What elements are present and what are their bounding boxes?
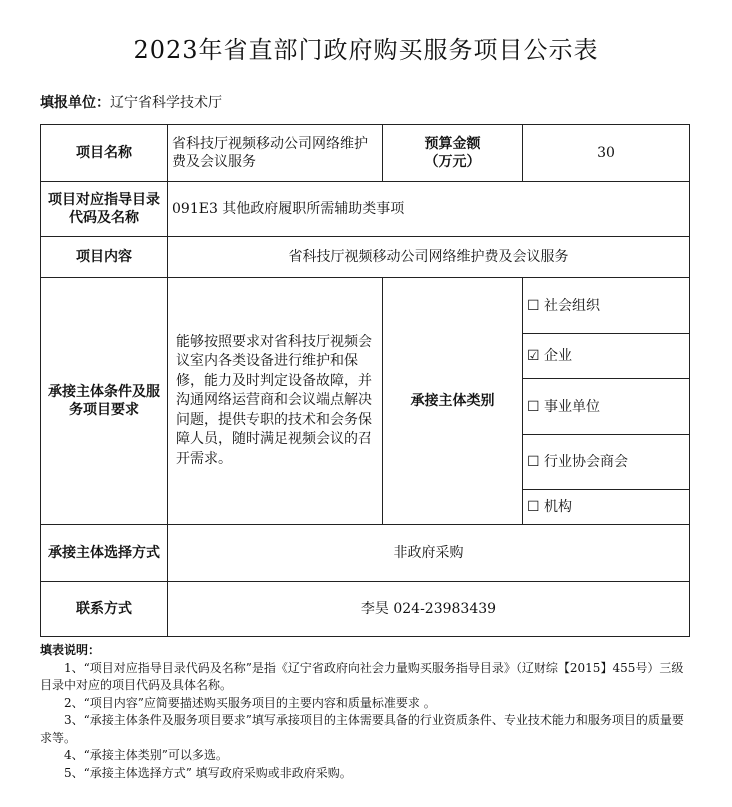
- project-table: [40, 124, 690, 637]
- project-name-label: 项目名称: [41, 125, 168, 182]
- notes-section: [40, 642, 690, 782]
- budget-value: 30: [523, 125, 690, 182]
- filing-unit: [40, 92, 222, 112]
- filing-unit-value: 辽宁省科学技术厅: [110, 95, 222, 111]
- subject-type-label: 承接主体类别: [383, 278, 523, 525]
- subject-type-option: [523, 278, 690, 334]
- checkbox-icon: ☐: [527, 297, 540, 314]
- subject-type-option-label: 行业协会商会: [544, 454, 629, 470]
- checkbox-icon: ☐: [527, 454, 540, 470]
- notes-heading: 填表说明：: [40, 643, 101, 657]
- content-value: 省科技厅视频移动公司网络维护费及会议服务: [168, 237, 690, 278]
- budget-label-line1: 预算金额: [424, 136, 481, 152]
- subject-type-option-label: 机构: [544, 499, 573, 515]
- catalog-label: 项目对应指导目录代码及名称: [41, 182, 168, 237]
- checkbox-icon: ☐: [527, 499, 540, 515]
- note-item: 1、“项目对应指导目录代码及名称”是指《辽宁省政府向社会力量购买服务指导目录》（辽财综【2015】455号）三级目录中对应的项目代码及具体名称。: [40, 660, 684, 692]
- note-item: 4、“承接主体类别”可以多选。: [64, 748, 228, 762]
- filing-unit-label: 填报单位：: [40, 95, 110, 111]
- note-item: 3、“承接主体条件及服务项目要求”填写承接项目的主体需要具备的行业资质条件、专业技术能力和服务项目的质量要求等。: [40, 713, 684, 745]
- page-title: 2023年省直部门政府购买服务项目公示表: [133, 36, 599, 64]
- checkbox-icon: ☐: [527, 398, 540, 415]
- subject-type-option: [523, 379, 690, 435]
- subject-type-option-label: 社会组织: [544, 297, 601, 314]
- budget-label-line2: （万元）: [424, 154, 481, 170]
- subject-type-option-label: 事业单位: [544, 398, 601, 415]
- subject-type-option: [523, 435, 690, 490]
- note-item: 2、“项目内容”应简要描述购买服务项目的主要内容和质量标准要求 。: [64, 695, 436, 710]
- contact-label: 联系方式: [41, 582, 168, 637]
- subject-type-option: [523, 490, 690, 525]
- subject-type-option-label: 企业: [544, 348, 573, 364]
- requirements-value: [168, 278, 383, 525]
- project-name-value: 省科技厅视频移动公司网络维护费及会议服务: [168, 125, 383, 182]
- note-item: 5、“承接主体选择方式” 填写政府采购或非政府采购。: [64, 765, 352, 780]
- checkbox-checked-icon: ☑: [527, 348, 540, 364]
- requirements-label: 承接主体条件及服务项目要求: [41, 278, 168, 525]
- selection-label: 承接主体选择方式: [41, 525, 168, 582]
- budget-label: [383, 125, 523, 182]
- requirements-text: 能够按照要求对省科技厅视频会议室内各类设备进行维护和保修，能力及时判定设备故障，并沟通网络运营商和会议端点解决问题，提供专职的技术和会务保障人员，随时满足视频会议的召开需求。: [176, 333, 372, 467]
- content-label: 项目内容: [41, 237, 168, 278]
- selection-value: 非政府采购: [168, 525, 690, 582]
- contact-value: 李昊 024-23983439: [168, 582, 690, 637]
- catalog-value: 091E3 其他政府履职所需辅助类事项: [168, 182, 690, 237]
- subject-type-option: [523, 334, 690, 379]
